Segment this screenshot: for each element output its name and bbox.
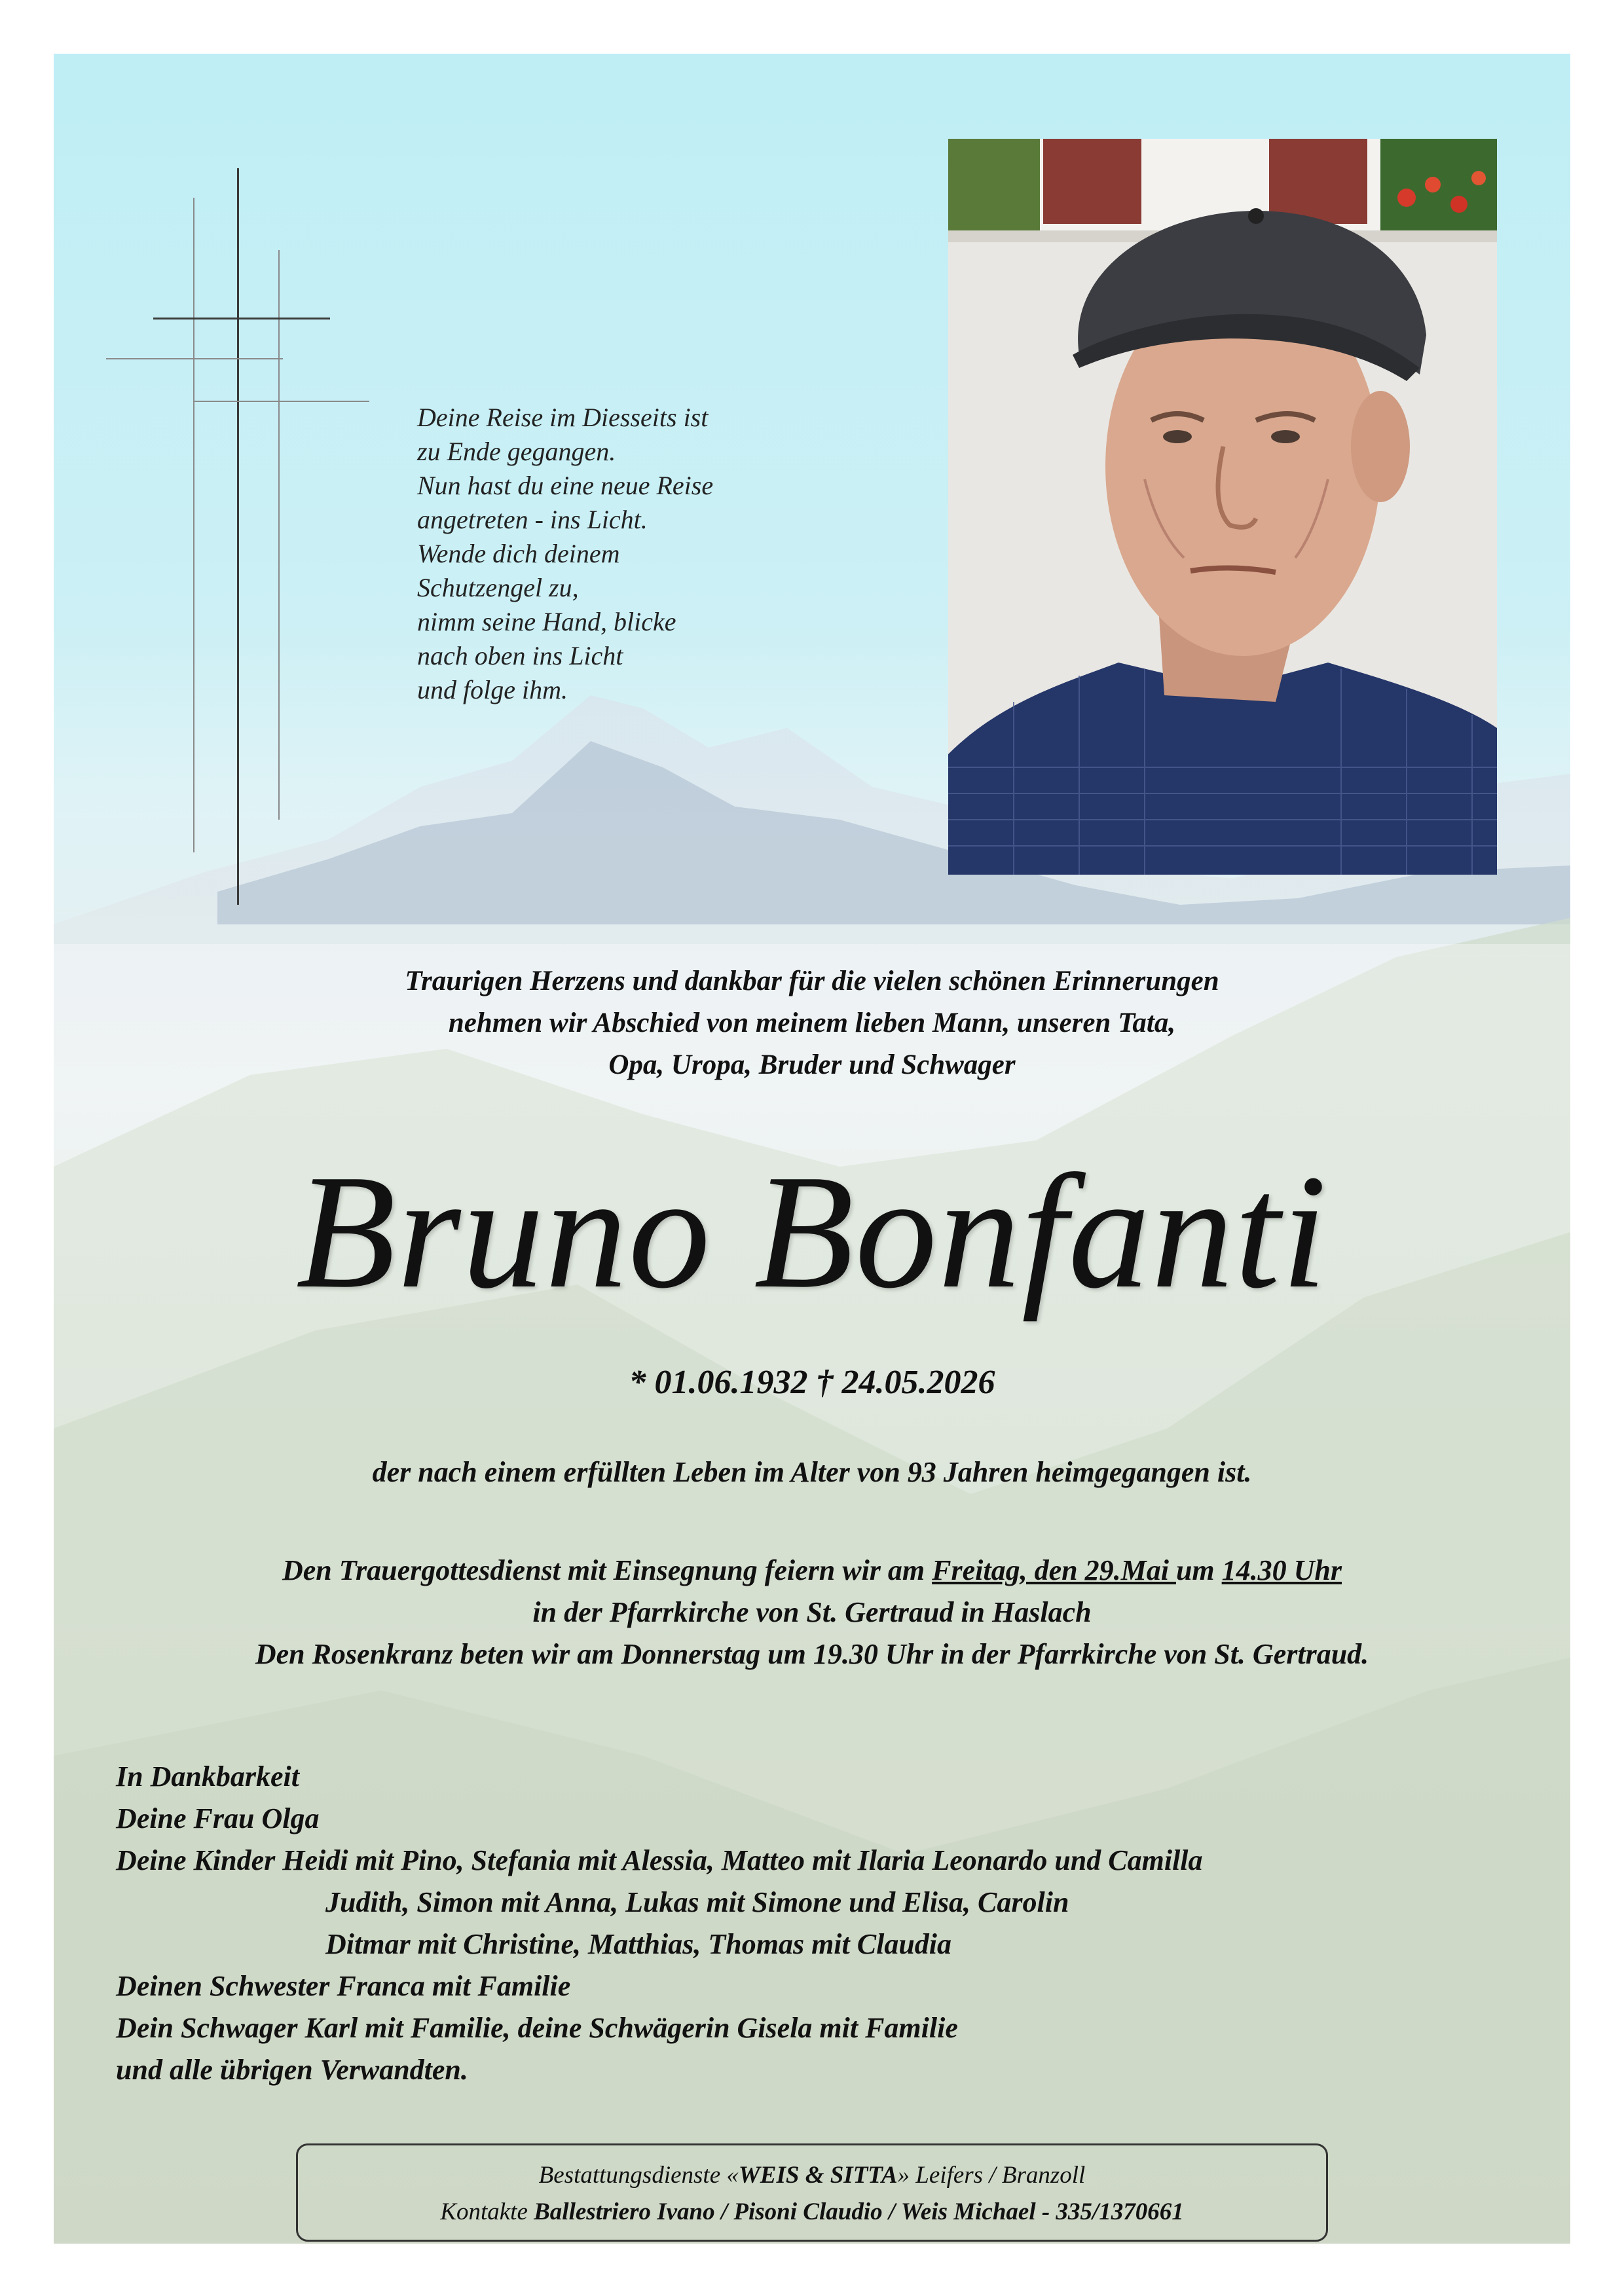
intro-line: Traurigen Herzens und dankbar für die vielen schönen Erinnerungen [405, 966, 1219, 996]
intro-line: nehmen wir Abschied von meinem lieben Mann, unseren Tata, [448, 1008, 1176, 1038]
footer-line-2 [298, 2194, 1326, 2231]
cross-horizontal-top [153, 318, 330, 319]
family-line: und alle übrigen Verwandten. [116, 2054, 468, 2086]
cross-vertical-right [278, 250, 280, 820]
poem-line: zu Ende gegangen. [417, 437, 616, 466]
footer-text: Bestattungsdienste « [538, 2162, 739, 2189]
family-line: In Dankbarkeit [116, 1760, 299, 1793]
service-day: Freitag, den 29.Mai [932, 1554, 1176, 1586]
poem [417, 401, 876, 707]
family-line: Deinen Schwester Franca mit Familie [116, 1970, 571, 2002]
tagline: der nach einem erfüllten Leben im Alter von 93 Jahren heimgegangen ist. [372, 1456, 1252, 1488]
service-time: 14.30 Uhr [1221, 1554, 1342, 1586]
family-line: Judith, Simon mit Anna, Lukas mit Simone und Elisa, Carolin [325, 1886, 1069, 1918]
footer-line-1 [298, 2157, 1326, 2194]
obituary-card [54, 54, 1570, 2244]
service-text: um [1175, 1554, 1222, 1586]
company-name: WEIS & SITTA [738, 2162, 898, 2189]
deceased-name: Bruno Bonfanti [295, 1141, 1329, 1322]
family-list [116, 1756, 1557, 2091]
poem-line: nach oben ins Licht [417, 641, 623, 670]
family-line: Deine Frau Olga [116, 1802, 320, 1834]
cross-vertical-left [193, 198, 194, 852]
footer-text: Kontakte [440, 2198, 534, 2225]
life-dates: * 01.06.1932 † 24.05.2026 [629, 1364, 995, 1401]
poem-line: Wende dich deinem [417, 539, 620, 568]
portrait-illustration [948, 139, 1497, 875]
poem-line: und folge ihm. [417, 675, 568, 704]
intro-text [54, 960, 1570, 1086]
family-line: Ditmar mit Christine, Matthias, Thomas mit Claudia [325, 1928, 952, 1960]
contact-names: Ballestriero Ivano / Pisoni Claudio / Weis Michael - 335/1370661 [534, 2198, 1184, 2225]
portrait-photo [948, 139, 1497, 875]
service-line-2: in der Pfarrkirche von St. Gertraud in Haslach [532, 1596, 1092, 1628]
poem-line: nimm seine Hand, blicke [417, 607, 676, 636]
funeral-service-box [296, 2143, 1328, 2242]
footer-text: » Leifers / Branzoll [897, 2162, 1086, 2189]
service-line-1 [54, 1550, 1570, 1592]
service-info [54, 1550, 1570, 1675]
poem-line: Nun hast du eine neue Reise [417, 471, 714, 500]
cross-horizontal-mid [106, 358, 283, 359]
family-line: Deine Kinder Heidi mit Pino, Stefania mit Alessia, Matteo mit Ilaria Leonardo und Camilla [116, 1844, 1203, 1876]
poem-line: Schutzengel zu, [417, 573, 579, 602]
cross-vertical-main [237, 168, 239, 905]
service-line-3: Den Rosenkranz beten wir am Donnerstag um 19.30 Uhr in der Pfarrkirche von St. Gertraud. [255, 1638, 1369, 1670]
family-line: Dein Schwager Karl mit Familie, deine Schwägerin Gisela mit Familie [116, 2012, 958, 2044]
service-text: Den Trauergottesdienst mit Einsegnung feiern wir am [282, 1554, 932, 1586]
poem-line: angetreten - ins Licht. [417, 505, 648, 534]
poem-line: Deine Reise im Diesseits ist [417, 403, 709, 432]
cross-horizontal-low [194, 401, 369, 402]
intro-line: Opa, Uropa, Bruder und Schwager [608, 1049, 1016, 1080]
